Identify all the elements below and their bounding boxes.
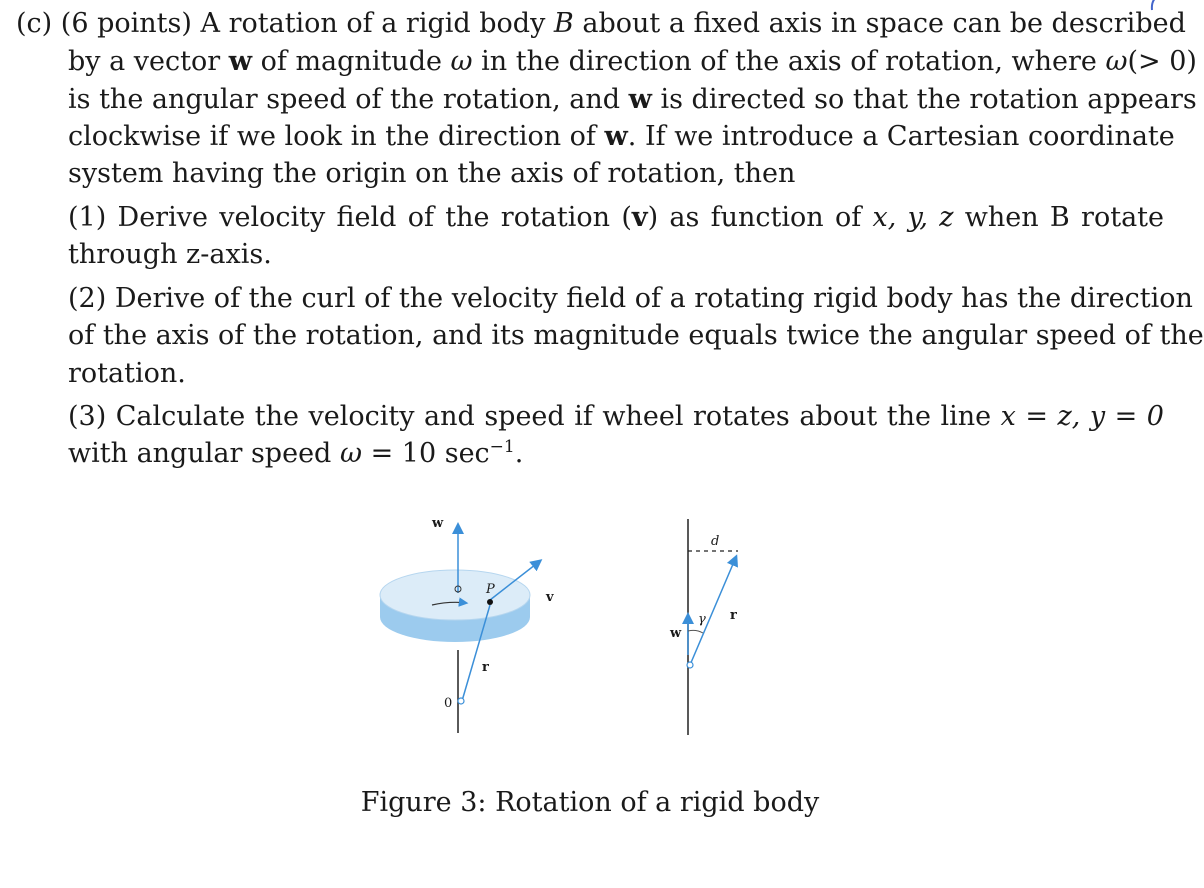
label-gamma: γ	[698, 612, 706, 627]
omega-symbol: ω	[450, 46, 473, 77]
part-3-line-2: with angular speed ω = 10 $\sec^{-1}$.	[68, 437, 524, 469]
omega-symbol: ω	[339, 438, 362, 469]
problem-line-3: is the angular speed of the rotation, and w is directed so that the rotation appears	[68, 84, 1197, 115]
label-d: d	[711, 534, 720, 549]
figure-svg	[370, 505, 790, 755]
label-r-right: r	[730, 608, 737, 623]
problem-line-5: system having the origin on the axis of rotation, then	[68, 158, 796, 189]
angular-speed-value: = 10 sec	[370, 438, 490, 469]
omega-symbol: ω	[1105, 46, 1128, 77]
problem-line-2: by a vector w of magnitude ω in the direction of the axis of rotation, where ω(> 0)	[68, 46, 1197, 77]
part-1-line-1: (1) Derive velocity field of the rotation (v) as function of x, y, z when B rotate	[68, 202, 1164, 233]
point-p	[487, 599, 493, 605]
vector-w: w	[228, 46, 253, 77]
label-r: r	[482, 660, 489, 675]
label-p: P	[486, 582, 495, 597]
part-2-line-2: of the axis of the rotation, and its magnitude equals twice the angular speed of the	[68, 320, 1204, 351]
label-w-right: w	[670, 626, 682, 641]
problem-line-1: (c) (6 points) A rotation of a rigid body B about a fixed axis in space can be described	[16, 8, 1186, 39]
part-label: (c)	[16, 8, 53, 39]
disk-top	[380, 570, 530, 620]
right-diagram	[669, 519, 738, 735]
label-w: w	[432, 516, 444, 531]
coordinates-xyz: x, y, z	[872, 202, 954, 233]
vector-w: w	[628, 84, 652, 115]
line-equation: x = z, y = 0	[1000, 401, 1164, 432]
figure-caption: Figure 3: Rotation of a rigid body	[360, 787, 820, 818]
part-2-line-3: rotation.	[68, 358, 186, 389]
part-1-line-2: through z-axis.	[68, 239, 272, 270]
label-origin: 0	[444, 696, 453, 711]
problem-line-4: clockwise if we look in the direction of w. If we introduce a Cartesian coordinate	[68, 121, 1175, 152]
part-2-line-1: (2) Derive of the curl of the velocity field of a rotating rigid body has the direction	[68, 283, 1193, 314]
left-diagram	[380, 516, 554, 733]
part-3-line-1: (3) Calculate the velocity and speed if wheel rotates about the line x = z, y = 0	[68, 401, 1164, 432]
label-v: v	[546, 590, 554, 605]
vector-v: v	[631, 202, 648, 233]
gamma-arc	[688, 630, 703, 633]
figure-rotation	[370, 505, 790, 755]
points-label: (6 points)	[60, 8, 192, 39]
right-origin-mark	[687, 662, 693, 668]
exponent: −1	[489, 437, 515, 457]
body-symbol: B	[553, 8, 574, 39]
origin-mark	[458, 698, 464, 704]
vector-w: w	[604, 121, 628, 152]
